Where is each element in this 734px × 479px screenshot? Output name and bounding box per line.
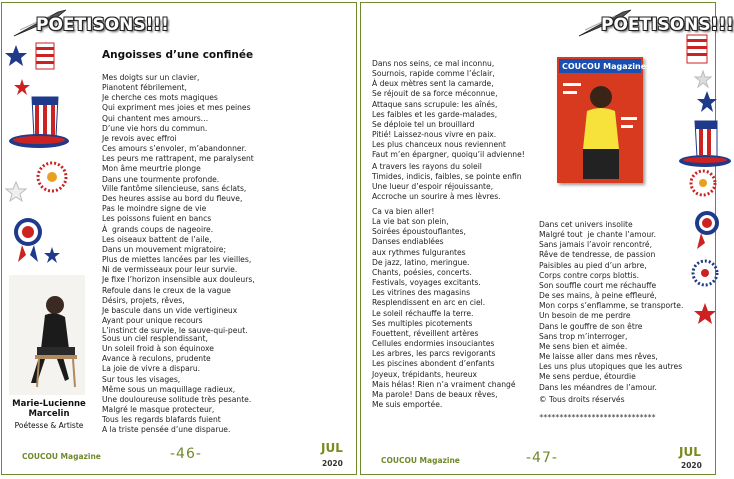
magazine-cover: [557, 57, 647, 183]
footer-magazine: COUCOU Magazine: [381, 456, 460, 465]
flag-stripes-icon: [687, 35, 707, 63]
page-number: -47-: [526, 450, 558, 466]
footer-magazine: COUCOU Magazine: [22, 452, 101, 461]
magazine-cover-image: [557, 57, 647, 183]
footer-year: 2020: [322, 459, 343, 468]
poem-stanza: Ca va bien aller! La vie bat son plein, Soirées époustouflantes, Danses endiablées aux rythmes fulgurantes De jazz, latino, meringue. Chants, poésies, concerts. Festivals, voyages excitants. Les vitrines des magasins Resplendissent en arc en ciel. Le soleil réchauffe la terre. Ses multiples picotements Fouettent, réveillent artères Cellules endormies insouciantes Les arbres, les parcs revigorants Les piscines abondent d’enfants Joyeux, trépidants, heureux Mais hélas! Rien n’a vraiment changé Ma parole! Dans de beaux rêves, Me suis emportée.: [372, 207, 516, 409]
poem-stanza: Ville fantôme silencieuse, sans éclats, Des heures assise au bord du fleuve, Pas le moindre signe de vie Les poissons fuient en bancs À grands coups de nageoire. Les oiseaux battent de l’aile, Dans un mouvement migratoire; Plus de miettes lancées par les vieilles, Ni de vermisseaux pour leur survie. Je fixe l’horizon insensible aux douleurs, Refoule dans le creux de la vague Désirs, projets, rêves, Je bascule dans un vide vertigineux Ayant pour unique recours L’instinct de survie, le sauve-qui-peut.: [102, 184, 255, 336]
author-photo: [9, 275, 85, 395]
page-number: -46-: [170, 446, 202, 462]
poem-stanza: Dans nos seins, ce mal inconnu, Sournois, rapide comme l’éclair, À deux mètres sent la camarde, Se réjouit de sa force méconnue, Attaque sans scrupule: les aînés, Les faibles et les garde-malades, Se déploie tel un brouillard Pitié! Laissez-nous vivre en paix. Les plus chanceux nous reviennent Faut m’en épargner, quoiqu’il advienne!: [372, 59, 525, 160]
footer-month: JUL: [321, 441, 343, 455]
poem-stanza: Mes doigts sur un clavier, Pianotent fébrilement, Je cherche ces mots magiques Qui expriment mes joies et mes peines Qui chantent mes amours… D’une vie hors du commun. Je revois avec effroi Ces amours s’envoler, m’abandonner. Les peurs me rattrapent, me paralysent Mon âme meurtrie plonge Dans une tourmente profonde.: [102, 73, 254, 184]
author-card: [9, 275, 86, 430]
poem-stanza: A travers les rayons du soleil Timides, indicis, faibles, se pointe enfin Une lueur d’espoir réjouissante, Accroche un sourire à mes lèvres.: [372, 162, 522, 202]
footer-year: 2020: [681, 461, 702, 470]
poem-title: Angoisses d’une confinée: [102, 49, 254, 61]
cover-title: COUCOU Magazine: [562, 62, 647, 71]
logo-text: POETISONS!!!: [601, 15, 734, 35]
author-name: Marie-Lucienne Marcelin: [12, 399, 86, 419]
right-page: [360, 2, 734, 475]
firework-icon: [693, 261, 717, 285]
patriotic-decoration: [2, 37, 77, 272]
uncle-sam-hat-icon: [679, 121, 731, 167]
copyright-notice: © Tous droits réservés: [539, 395, 625, 404]
left-page: [1, 2, 357, 475]
star-icon: [697, 91, 717, 112]
poem-stanza: Sous un ciel resplendissant, Un soleil froid à son équinoxe Avance à reculons, prudente La joie de vivre a disparu. Sur tous les visages, Même sous un maquillage radieux, Une douloureuse solitude très pesante. Malgré le masque protecteur, Tous les regards blafards fuient A la triste pensée d’une disparue.: [102, 334, 252, 435]
logo-text: POETISONS!!!: [36, 15, 169, 35]
author-role: Poétesse & Artiste: [14, 421, 84, 430]
rosette-icon: [695, 211, 719, 249]
rosette-icon: [14, 218, 42, 262]
author-portrait-image: [9, 275, 85, 395]
firework-icon: [691, 171, 715, 195]
firework-icon: [38, 163, 66, 191]
star-icon: [5, 45, 27, 66]
star-icon: [14, 79, 30, 95]
star-icon: [694, 303, 716, 324]
poetisons-logo: [10, 6, 169, 40]
poem-stanza: Dans cet univers insolite Malgré tout je chante l’amour. Sans jamais l’avoir rencontré, Rêve de tendresse, de passion Paisibles au pied d’un arbre, Corps contre corps blottis. Son souffle court me réchauffe De ses mains, à peine effleuré, Mon corps s’enflamme, se transporte. Un besoin de me perdre Dans le gouffre de son être Sans trop m’interroger, Me sens bien et aimée. Me laisse aller dans mes rêves, Les uns plus utopiques que les autres Me sens perdue, étourdie Dans les méandres de l’amour.: [539, 220, 684, 392]
uncle-sam-hat-icon: [9, 97, 69, 148]
flag-stripes-icon: [36, 43, 54, 69]
footer-month: JUL: [679, 445, 701, 459]
stars-separator: *****************************: [539, 413, 656, 422]
